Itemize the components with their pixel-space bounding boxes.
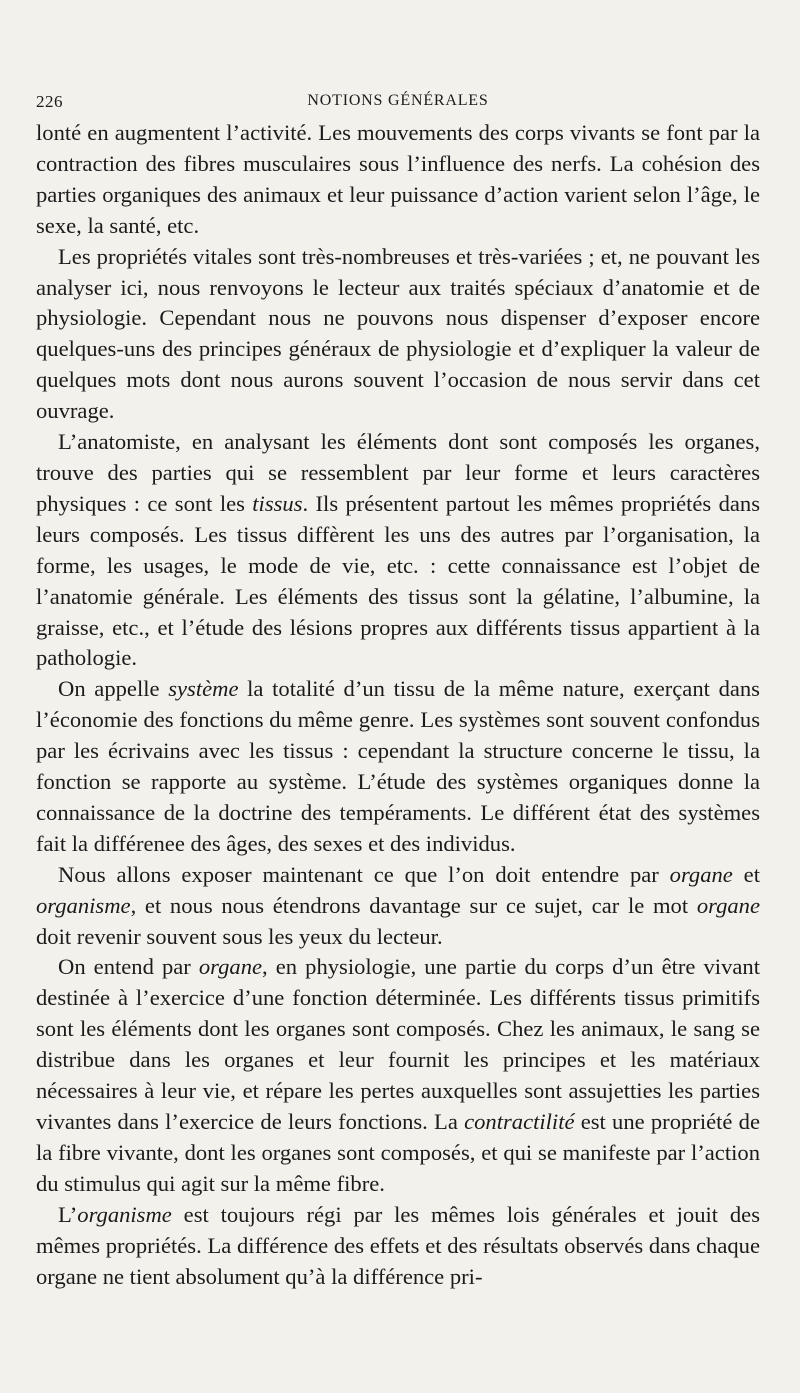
- italic-term: organe: [198, 954, 263, 980]
- paragraph: [36, 860, 760, 953]
- text-run: L’anatomiste, en analysant les éléments dont sont composés les organes, trouve des parties qui se ressemblent par leur forme et leurs caractères physiques : ce sont les: [36, 429, 760, 516]
- italic-term: organisme: [77, 1201, 172, 1227]
- text-run: On entend par: [58, 954, 199, 980]
- paragraph: [36, 674, 760, 859]
- running-title: NOTIONS GÉNÉRALES: [307, 92, 489, 109]
- italic-term: organisme: [36, 892, 131, 918]
- text-run: doit revenir souvent sous les yeux du lecteur.: [36, 923, 443, 949]
- text-run: est une propriété de la fibre vivante, dont les organes sont composés, et qui se manifeste par l’action du stimulus qui agit sur la même fibre.: [36, 1109, 760, 1196]
- italic-term: organe: [696, 892, 760, 918]
- italic-term: organe: [669, 861, 733, 887]
- text-run: On appelle: [58, 676, 169, 702]
- text-run: est toujours régi par les mêmes lois générales et jouit des mêmes propriétés. La différence des effets et des résultats observés dans chaque organe ne tient absolument qu’à la différence pri-: [36, 1201, 760, 1289]
- text-run: L’: [58, 1201, 78, 1227]
- paragraph: [36, 1200, 760, 1293]
- running-head: [36, 88, 760, 118]
- text-run: la totalité d’un tissu de la même nature, exerçant dans l’économie des fonctions du même genre. Les systèmes sont souvent confondus par les écrivains avec les tissus : cependant la structure concerne le tissu, la fonction se rapporte au système. L’étude des systèmes organiques donne la connaissance de la doctrine des tempéraments. Le différent état des systèmes fait la différenee des âges, des sexes et des individus.: [36, 676, 760, 856]
- paragraph: [36, 427, 760, 674]
- paragraph: [36, 952, 760, 1199]
- text-run: Nous allons exposer maintenant ce que l’on doit entendre par: [58, 861, 670, 887]
- text-run: lonté en augmentent l’activité. Les mouvements des corps vivants se font par la contraction des fibres musculaires sous l’influence des nerfs. La cohésion des parties organiques des animaux et leur puissance d’action varient selon l’âge, le sexe, la santé, etc.: [36, 120, 760, 238]
- text-run: . Ils présentent partout les mêmes propriétés dans leurs composés. Les tissus diffèrent les uns des autres par l’organisation, la forme, les usages, le mode de vie, etc. : cette connaissance est l’objet de l’anatomie générale. Les éléments des tissus sont la gélatine, l’albumine, la graisse, etc., et l’étude des lésions propres aux différents tissus appartient à la pathologie.: [36, 490, 760, 671]
- text-run: , et nous nous étendrons davantage sur ce sujet, car le mot: [130, 892, 697, 918]
- text-run: , en physiologie, une partie du corps d’un être vivant destinée à l’exercice d’une fonction déterminée. Les différents tissus primitifs sont les éléments dont les organes sont composés. Chez les animaux, le sang se distribue dans les organes et leur fournit les principes et les matériaux nécessaires à leur vie, et répare les pertes auxquelles sont assujetties les parties vivantes dans l’exercice de leurs fonctions. La: [36, 954, 760, 1134]
- text-run: Les propriétés vitales sont très-nombreuses et très-variées ; et, ne pouvant les analyser ici, nous renvoyons le lecteur aux traités spéciaux d’anatomie et de physiologie. Cependant nous ne pouvons nous dispenser d’exposer encore quelques-uns des principes généraux de physiologie et d’expliquer la valeur de quelques mots dont nous aurons souvent l’occasion de nous servir dans cet ouvrage.: [36, 243, 760, 424]
- italic-term: contractilité: [464, 1109, 575, 1134]
- body-text: [36, 118, 760, 1292]
- italic-term: tissus: [252, 490, 303, 516]
- paragraph: [36, 118, 760, 242]
- paragraph: [36, 242, 760, 427]
- page-number: 226: [36, 92, 63, 111]
- italic-term: système: [168, 676, 239, 702]
- text-run: et: [732, 861, 760, 887]
